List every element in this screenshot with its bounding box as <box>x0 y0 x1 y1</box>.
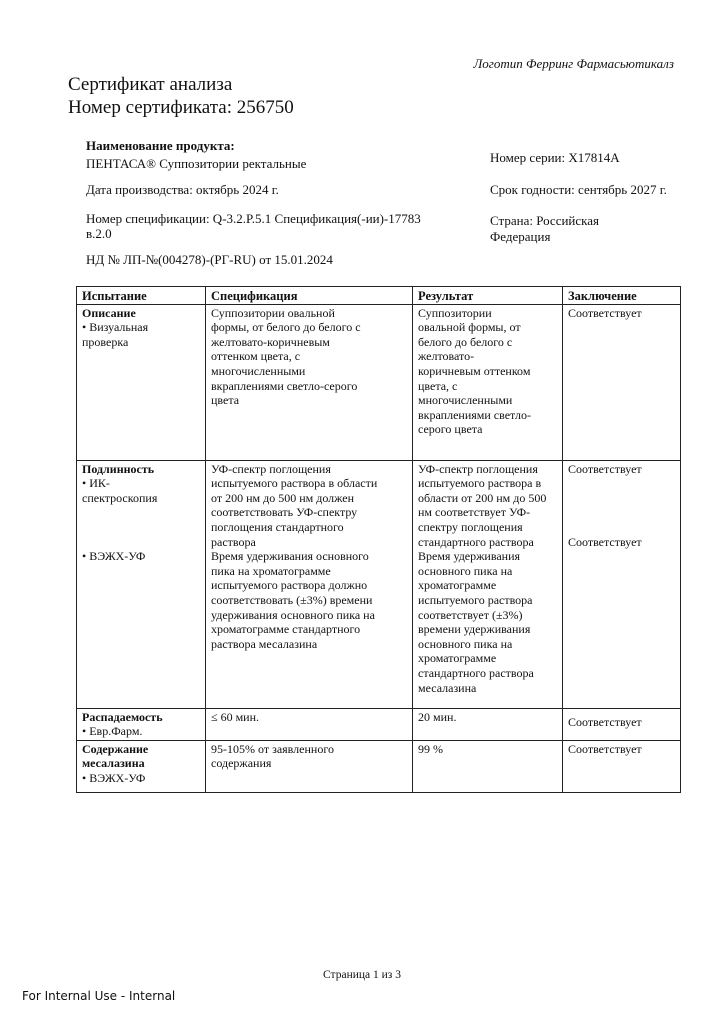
classification-label: For Internal Use - Internal <box>22 989 176 1003</box>
page-number: Страница 1 из 3 <box>323 969 401 981</box>
test-cell <box>77 708 206 740</box>
nd-number: НД № ЛП-№(004278)-(РГ-RU) от 15.01.2024 <box>86 252 333 267</box>
analysis-table <box>76 286 681 793</box>
document-title: Сертификат анализа <box>68 74 233 95</box>
conclusion-text: Соответствует <box>568 714 642 729</box>
result-cell: Суппозитории овальной формы, от белого до белого с желтовато- коричневым оттенком цвета, с многочисленными вкраплениями светло- серого цвета <box>413 304 563 460</box>
table-row <box>77 304 681 460</box>
specification-cell: 95-105% от заявленного содержания <box>206 740 413 792</box>
test-title: Содержание месалазина <box>82 741 149 771</box>
table-row <box>77 460 681 708</box>
certificate-number: Номер сертификата: 256750 <box>68 97 294 118</box>
test-title: Подлинность <box>82 461 155 476</box>
test-title: Распадаемость <box>82 709 163 724</box>
conclusion-cell <box>563 740 681 792</box>
test-method: • Визуальная проверка <box>82 320 149 349</box>
test-cell <box>77 304 206 460</box>
result-cell: УФ-спектр поглощения испытуемого раствора в области от 200 нм до 500 нм соответствует УФ- спектру поглощения стандартного раствора Время удерживания основного пика на хроматограмме испытуемого раствора соответствует (±3%) времени удерживания основного пика на хроматограмме стандартного раствора месалазина <box>413 460 563 708</box>
test-cell <box>77 460 206 708</box>
test-method: • ВЭЖХ-УФ <box>82 770 146 785</box>
header-test: Испытание <box>77 287 206 305</box>
conclusion-cell <box>563 460 681 708</box>
test-method: • ИК- спектроскопия <box>82 476 158 505</box>
specification-cell: ≤ 60 мин. <box>206 708 413 740</box>
expiry-date: Срок годности: сентябрь 2027 г. <box>490 182 667 197</box>
company-logo-text: Логотип Ферринг Фармасьютикалз <box>473 56 674 71</box>
specification-number: Номер спецификации: Q-3.2.P.5.1 Спецификация(-ии)-17783 <box>86 211 421 226</box>
specification-cell: Суппозитории овальной формы, от белого до белого с желтовато-коричневым оттенком цвета, с многочисленными вкраплениями светло-серого цвета <box>206 304 413 460</box>
conclusion-text-hplc: Соответствует <box>568 535 642 550</box>
table-row <box>77 708 681 740</box>
result-cell: 20 мин. <box>413 708 563 740</box>
production-date: Дата производства: октябрь 2024 г. <box>86 182 279 197</box>
table-row <box>77 740 681 792</box>
specification-cell: УФ-спектр поглощения испытуемого раствора в области от 200 нм до 500 нм должен соответствовать УФ-спектру поглощения стандартного раствора Время удерживания основного пика на хроматограмме испытуемого раствора должно соответствовать (±3%) времени удерживания основного пика на хроматограмме стандартного раствора месалазина <box>206 460 413 708</box>
header-specification: Спецификация <box>206 287 413 305</box>
test-cell <box>77 740 206 792</box>
batch-number: Номер серии: X17814A <box>490 150 620 165</box>
conclusion-text: Соответствует <box>568 461 642 476</box>
test-method: • Евр.Фарм. <box>82 724 143 739</box>
conclusion-cell <box>563 304 681 460</box>
table-header-row <box>77 287 681 305</box>
product-name-label: Наименование продукта: <box>86 138 235 153</box>
product-name-value: ПЕНТАСА® Суппозитории ректальные <box>86 156 307 171</box>
test-method-hplc: • ВЭЖХ-УФ <box>82 549 146 564</box>
test-title: Описание <box>82 305 136 320</box>
header-conclusion: Заключение <box>563 287 681 305</box>
conclusion-text: Соответствует <box>568 305 642 320</box>
country: Страна: Российская <box>490 213 600 228</box>
result-cell: 99 % <box>413 740 563 792</box>
conclusion-text: Соответствует <box>568 741 642 756</box>
country-continued: Федерация <box>490 229 551 244</box>
conclusion-cell <box>563 708 681 740</box>
specification-version: в.2.0 <box>86 226 112 241</box>
header-result: Результат <box>413 287 563 305</box>
